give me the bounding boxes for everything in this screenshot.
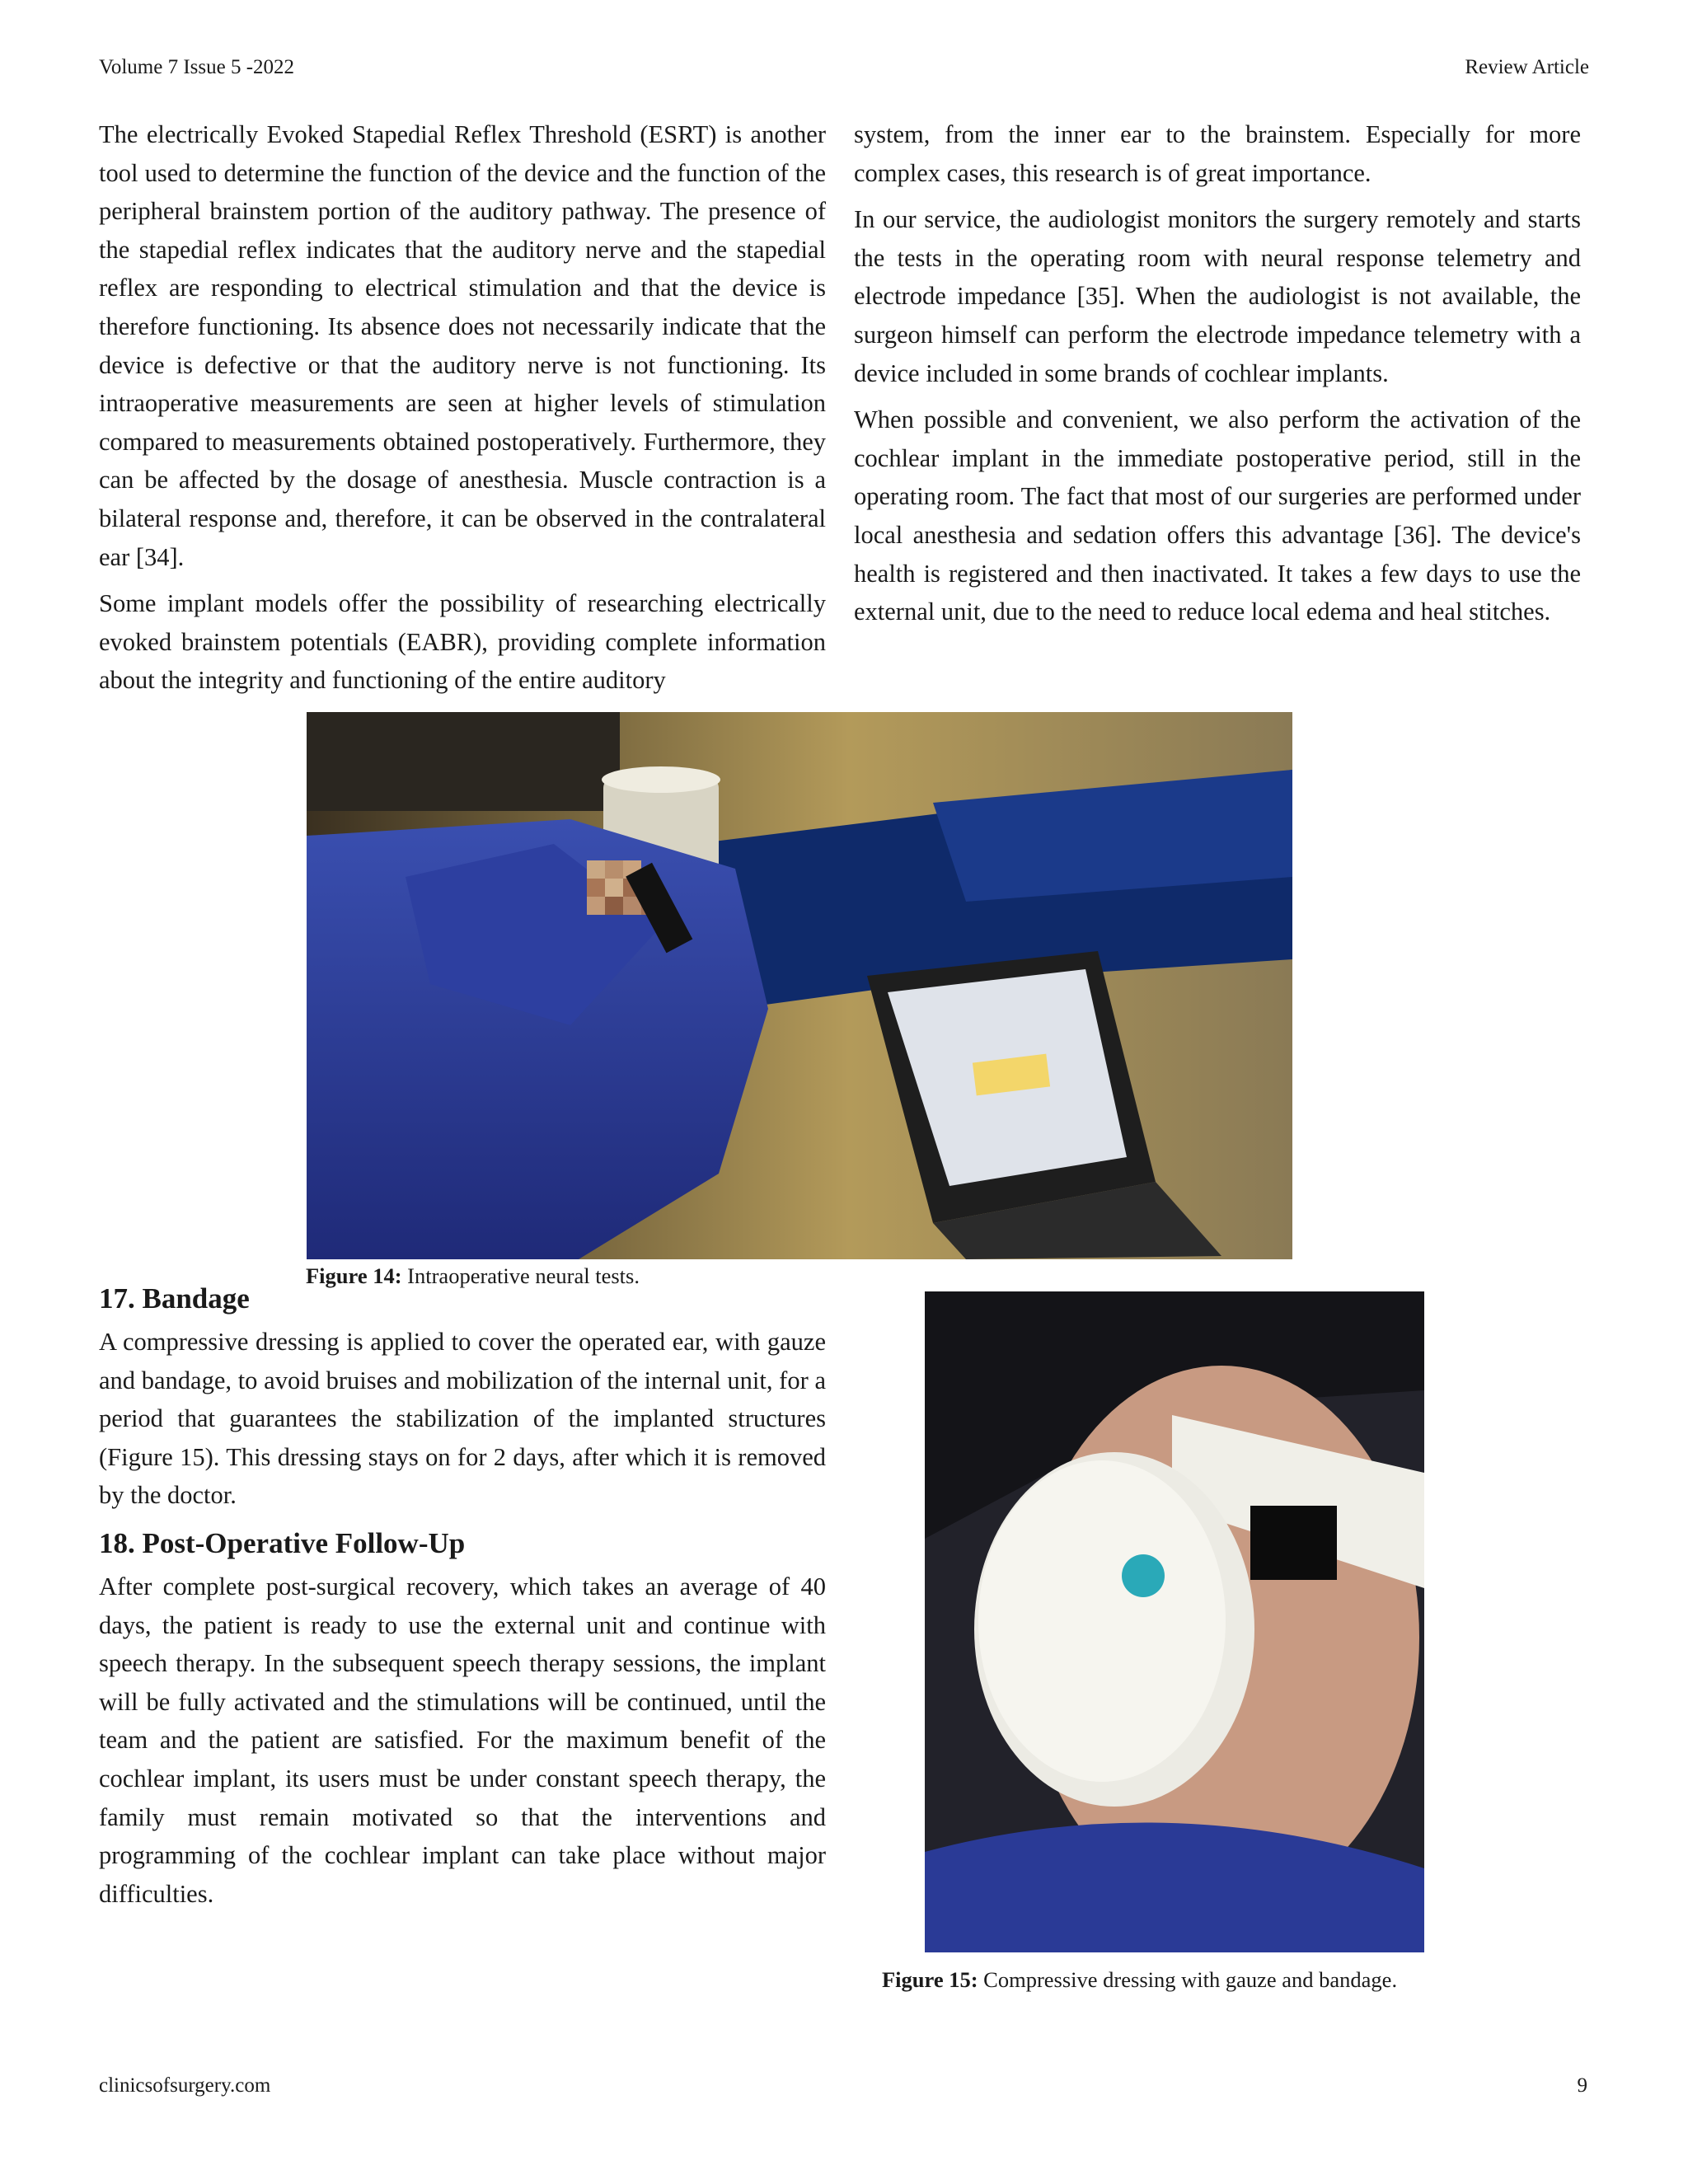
figure-14-photo [307, 712, 1292, 1259]
figure-15-label: Figure 15: [882, 1967, 978, 1992]
paragraph-esrt: The electrically Evoked Stapedial Reflex Threshold (ESRT) is another tool used to determine the function of the device and the function of the peripheral brainstem portion of the auditory pathway. The presence of the stapedial reflex indicates that the auditory nerve and the stapedial reflex are responding to electrical stimulation and that the device is therefore functioning. Its absence does not necessarily indicate that the device is defective or that the auditory nerve is not functioning. Its intraoperative measurements are seen at higher levels of stimulation compared to measurements obtained postoperatively. Furthermore, they can be affected by the dosage of anesthesia. Muscle contraction is a bilateral response and, therefore, it can be observed in the contralateral ear [34]. [99, 120, 826, 571]
left-column-bottom [99, 1278, 826, 1921]
paragraph-audiologist: In our service, the audiologist monitors the surgery remotely and starts the tests in the operating room with neural response telemetry and electrode impedance [35]. When the audiologist is not available, the surgeon himself can perform the electrode impedance telemetry with a device included in some brands of cochlear implants. [854, 205, 1581, 387]
paragraph-activation: When possible and convenient, we also perform the activation of the cochlear implant in the immediate postoperative period, still in the operating room. The fact that most of our surgeries are performed under local anesthesia and sedation offers this advantage [36]. The device's health is registered and then inactivated. It takes a few days to use the external unit, due to the need to reduce local edema and heal stitches. [854, 405, 1581, 626]
section-17-heading: 17. Bandage [99, 1282, 250, 1315]
right-column-top [854, 115, 1581, 640]
section-17-paragraph: A compressive dressing is applied to cover the operated ear, with gauze and bandage, to avoid bruises and mobilization of the internal unit, for a period that guarantees the stabilization of the implanted structures (Figure 15). This dressing stays on for 2 days, after which it is removed by the doctor. [99, 1328, 826, 1510]
running-header-article-type: Review Article [1465, 56, 1589, 78]
section-18-paragraph: After complete post-surgical recovery, which takes an average of 40 days, the patient is ready to use the external unit and continue with speech therapy. In the subsequent speech therapy sessions, the implant will be fully activated and the stimulations will be continued, until the team and the patient are satisfied. For the maximum benefit of the cochlear implant, its users must be under constant speech therapy, the family must remain motivated so that the interventions and programming of the cochlear implant can take place without major difficulties. [99, 1572, 826, 1908]
footer-page-number: 9 [1577, 2074, 1587, 2097]
paragraph-brainstem: system, from the inner ear to the brainstem. Especially for more complex cases, this research is of great importance. [854, 120, 1581, 187]
running-header-volume: Volume 7 Issue 5 -2022 [99, 56, 295, 78]
figure-15-caption-text: Compressive dressing with gauze and bandage. [978, 1967, 1398, 1992]
footer-site: clinicsofsurgery.com [99, 2074, 271, 2097]
left-column-top [99, 115, 826, 708]
figure-15-photo [925, 1291, 1424, 1952]
section-18-heading: 18. Post-Operative Follow-Up [99, 1526, 466, 1559]
figure-15-caption [882, 1967, 1397, 1993]
figure-14-label: Figure 14: [306, 1263, 402, 1288]
figure-14-caption-text: Intraoperative neural tests. [401, 1263, 640, 1288]
paragraph-eabr: Some implant models offer the possibility of researching electrically evoked brainstem potentials (EABR), providing complete information about the integrity and functioning of the entire auditory [99, 589, 826, 695]
